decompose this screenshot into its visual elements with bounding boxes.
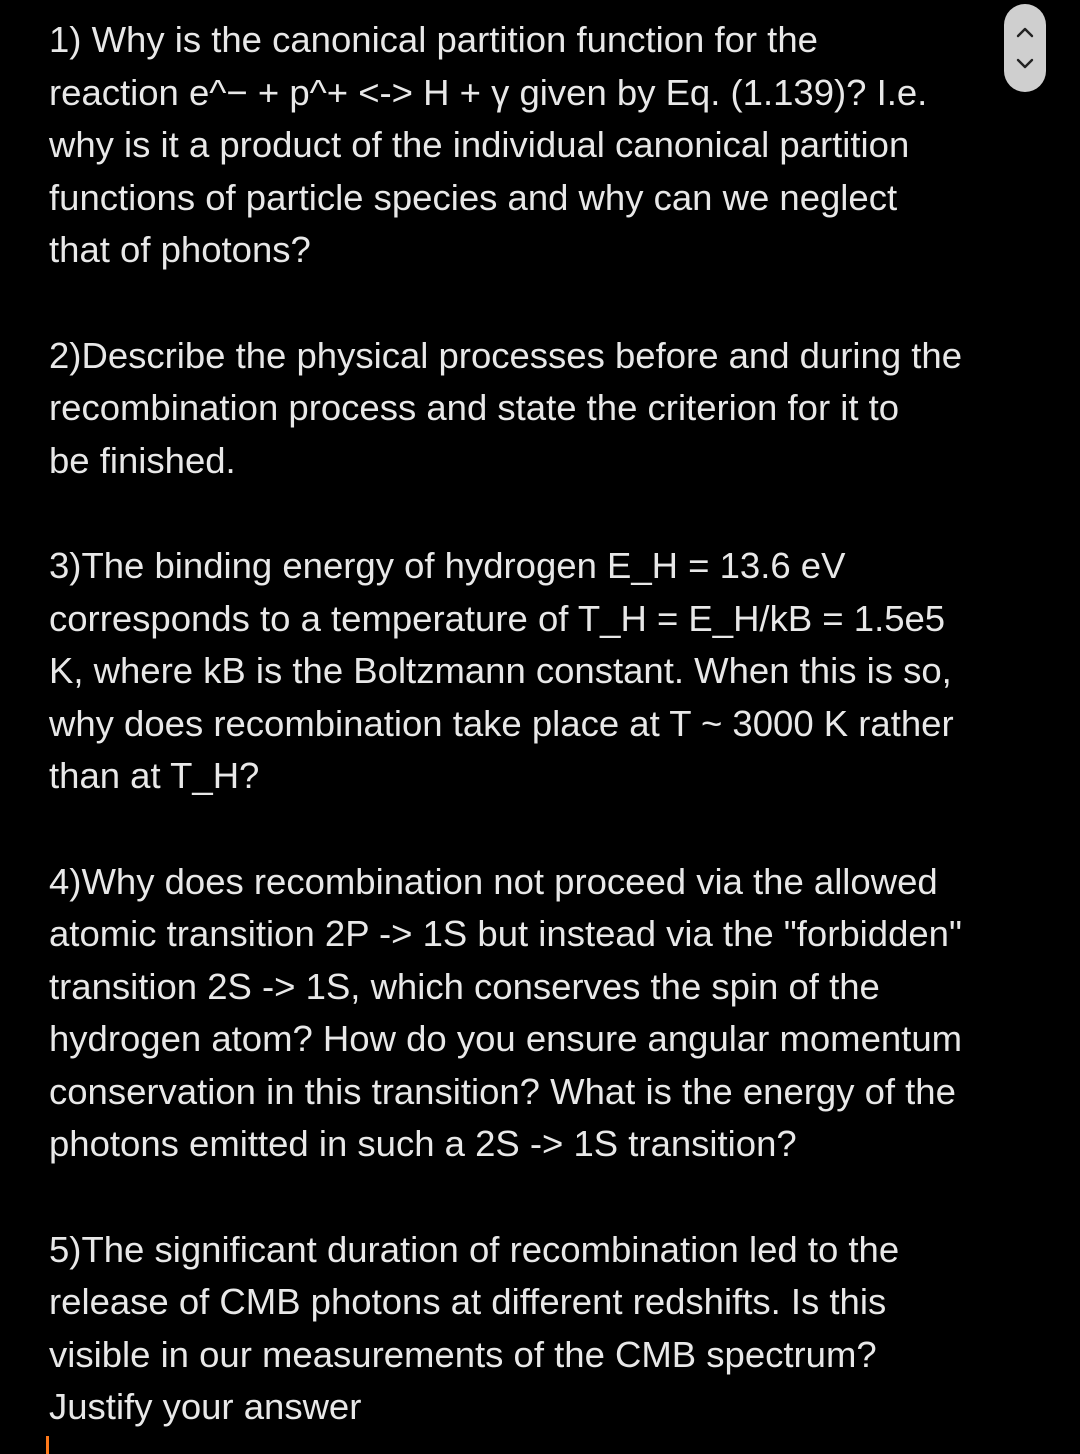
document-text-area[interactable] — [49, 14, 1039, 1434]
question-3: 3)The binding energy of hydrogen E_H = 13.6 eV corresponds to a temperature of T_H = E_H/kB = 1.5e5 K, where kB is the Boltzmann constant. When this is so, why does recombination take place at T ~ 3000 K rather than at T_H? — [49, 544, 954, 797]
text-cursor — [46, 1436, 49, 1454]
scroll-nav — [1004, 4, 1046, 92]
question-1: 1) Why is the canonical partition function for the reaction e^− + p^+ <-> H + γ given by Eq. (1.139)? I.e. why is it a product of the individual canonical partition functions of particle species and why can we neglect that of photons? — [49, 19, 928, 271]
question-4: 4)Why does recombination not proceed via the allowed atomic transition 2P -> 1S but instead via the "forbidden" transition 2S -> 1S, which conserves the spin of the hydrogen atom? How do you ensure angular momentum conservation in this transition? What is the energy of the photons emitted in such a 2S -> 1S transition? — [49, 860, 963, 1165]
question-2: 2)Describe the physical processes before and during the recombination process and state the criterion for it to be finished. — [49, 334, 963, 481]
question-5: 5)The significant duration of recombination led to the release of CMB photons at different redshifts. Is this visible in our measurements of the CMB spectrum? Justify your answer — [49, 1228, 900, 1428]
chevron-up-icon[interactable] — [1012, 19, 1038, 45]
chevron-down-icon[interactable] — [1012, 51, 1038, 77]
